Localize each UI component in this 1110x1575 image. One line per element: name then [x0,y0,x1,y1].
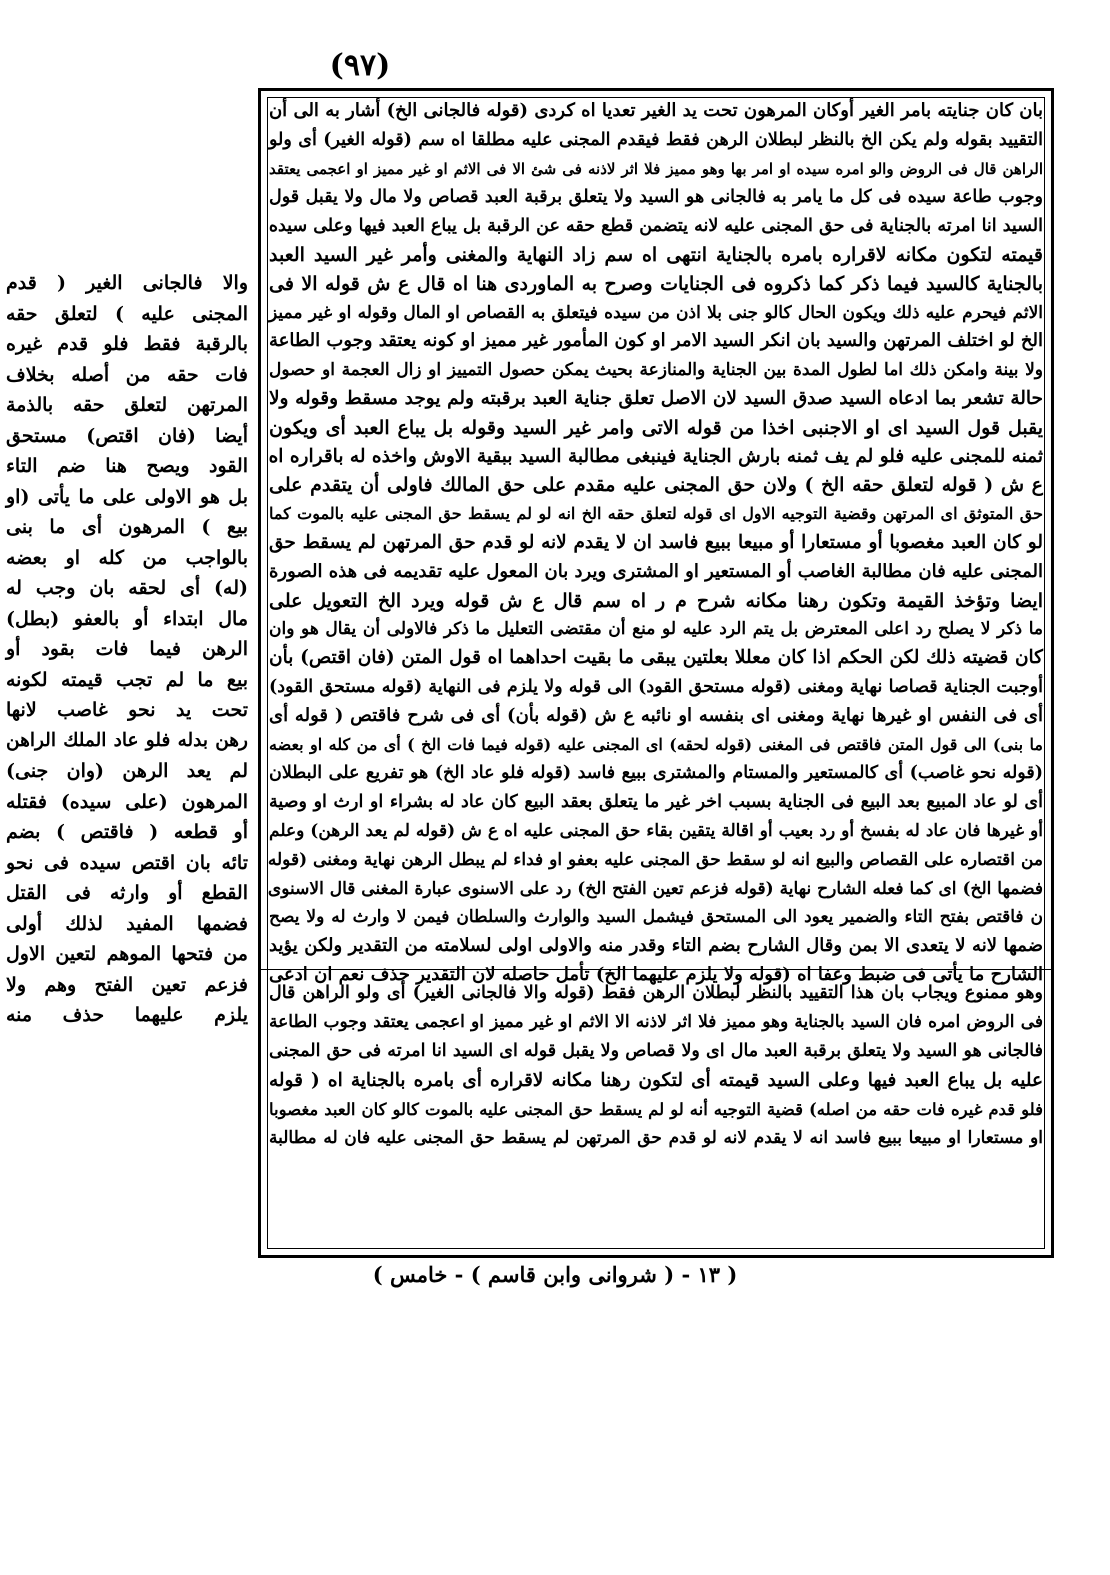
margin-text-line: فات حقه من أصله بخلاف [6,363,248,386]
margin-text-line: لم يعد الرهن (وان جنى) [6,760,248,782]
margin-text-line: المرهون (على سيده) فقتله [6,790,248,813]
main-text-line: ما بنى) الى قول المتن فاقتص فى المغنى (قوله لحقه) اى المجنى عليه (قوله فيما فات الخ ) أى من كله او بعضه [269,734,1043,754]
margin-text-line: مال ابتداء أو بالعفو (بطل) [6,607,248,630]
margin-text-line: بل هو الاولى على ما يأتى (او [6,485,248,508]
margin-text-line: فزعم تعين الفتح وهم ولا [6,973,248,996]
main-text-line: الخ لو اختلف المرتهن والسيد بان انكر السيد الامر او كون المأمور غير مميز او كونه يعتقد وجوب الطاعة [269,330,1043,352]
lower-text-line: فالجانى هو السيد ولا يتعلق برقبة العبد مال اى ولا قصاص ولا يقبل قوله اى السيد انا امرته فى حق المجنى [269,1041,1043,1061]
main-text-line: فضمها الخ) اى كما فعله الشارح نهاية (قوله فزعم تعين الفتح الخ) رد على الاسنوى عبارة المغنى قال الاسنوى [267,878,1043,899]
main-text-line: أو غيرها فان عاد له بفسخ أو رد بعيب أو اقالة يتقين بقاء حق المجنى عليه اه ع ش (قوله لم يعد الرهن) وعلم [269,820,1043,841]
main-text-line: المجنى عليه فان مطالبة الغاصب أو المستعير او المشترى ويرد بان المعول عليه تقديمه فى هذه الصورة [269,560,1043,582]
main-commentary [267,97,1044,985]
main-text-line: ايضا وتؤخذ القيمة وتكون رهنا مكانه شرح م ر اه سم قال ع ش قوله ويرد الخ التعويل على [269,589,1043,612]
main-text-line: التقييد بقوله ولم يكن الخ بالنظر لبطلان الرهن فقط فيقدم المجنى عليه مطلقا اه سم (قوله الغير) أى ولو [269,129,1043,150]
main-text-line: ضمها لانه لا يتعدى الا بمن وقال الشارح بضم التاء وقدر منه والاولى اولى لسلامته من التقدير ولكن يؤيد [269,935,1043,957]
margin-text-line: والا فالجانى الغير ( قدم [6,272,248,294]
main-text-line: قيمته لتكون مكانه لاقراره بامره بالجناية انتهى اه سم زاد النهاية والمغنى وأمر غير السيد العبد [269,243,1043,266]
main-text-line: الاثم فيحرم عليه ذلك ويكون الحال كالو جنى بلا اذن من سيده فيتعلق به القصاص او المال وقوله او غير مميز [269,302,1043,323]
margin-column [6,268,248,1026]
main-text-line: أى فى النفس او غيرها نهاية ومغنى اى بنفسه او نائبه ع ش (قوله بأن) أى فى شرح فاقتص ( قوله أى [269,704,1043,726]
main-text-line: ولا بينة وامكن ذلك اما لطول المدة بين الجناية والمنازعة بحيث يمكن حصول التمييز او زال العجمة او حصول [269,360,1043,381]
main-frame [258,88,1054,1258]
main-text-line: من اقتصاره على القصاص والبيع انه لو سقط حق المجنى عليه بعفو او فداء لم يبطل الرهن نهاية ومغنى (قوله [267,849,1043,870]
margin-text-line: تحت يد نحو غاصب لانها [6,699,248,721]
margin-text-line: بالواجب من كله او بعضه [6,546,248,569]
page-number: (٩٧) [329,48,391,83]
main-text-line: يقبل قول السيد اى او الاجنبى اخذا من قوله الاتى وامر غير السيد وقوله بل يباع العبد أى ويكون [269,416,1043,439]
margin-text-line: تائه بان اقتص سيده فى نحو [6,851,248,874]
main-text-line: بان كان جنايته بامر الغير أوكان المرهون تحت يد الغير تعديا اه كردى (قوله فالجانى الخ) أشار به الى أن [268,100,1043,121]
margin-text-line: (له) أى لحقه بان وجب له [6,577,248,599]
lower-text-line: او مستعارا او مبيعا ببيع فاسد انه لا يقدم لانه لو قدم حق المرتهن لم يسقط حق المجنى عليه فان له مطالبة [269,1128,1043,1148]
main-text-line: حالة تشعر بما ادعاه السيد صدق السيد لان الاصل تعلق جناية العبد برقبته ولم يوجد مسقط وقوله ولا [269,387,1043,409]
main-text-line: ما ذكر لا يصلح رد اعلى المعترض بل يتم الرد عليه لو منع أن مقتضى التعليل ما ذكر فالاولى أن يقال هو وان [269,619,1043,640]
margin-text-line: المرتهن لتعلق حقه بالذمة [6,394,248,416]
lower-commentary [269,979,1043,1239]
main-text-line: الراهن قال فى الروض والو امره سيده او امر بها وهو مميز فلا اثر لاذنه فى شئ الا فى الاثم او غير مميز او اعجمى يعتقد [269,159,1043,178]
margin-text-line: رهن بدله فلو عاد الملك الراهن [6,729,248,751]
main-text-line: السيد انا امرته بالجناية فى حق المجنى عليه لانه يتضمن قطع حقه عن الرقبة بل يباع العبد فيها وعلى سيده [268,216,1043,237]
lower-text-line: فى الروض امره فان السيد بالجناية وهو مميز فلا اثر لاذنه الا الاثم او غير مميز او اعجمى يعتقد وجوب الطاعة [269,1012,1043,1032]
lower-text-line: عليه بل يباع العبد فيها وعلى السيد قيمته أى لتكون رهنا مكانه لاقراره أى بامره بالجناية اه ( قوله [269,1070,1043,1091]
main-text-line: أوجبت الجناية قصاصا نهاية ومغنى (قوله مستحق القود) الى قوله ولا يلزم فى النهاية (قوله مستحق القود) [269,676,1043,697]
signature-footer: ( ١٣ - ( شروانى وابن قاسم ) - خامس ) [372,1262,738,1287]
section-divider [261,969,1051,970]
lower-text-line: فلو قدم غيره فات حقه من اصله) قضية التوجيه أنه لو لم يسقط حق المجنى عليه بالموت كالو كان العبد مغصوبا [269,1100,1043,1119]
main-text-line: (قوله نحو غاصب) أى كالمستعير والمستام والمشترى ببيع فاسد (قوله فلو عاد الخ) هو تفريع على البطلان [269,763,1043,784]
main-text-line: ع ش ( قوله لتعلق حقه الخ ) ولان حق المجنى عليه مقدم على حق المالك فاولى أن يتقدم على [269,474,1043,497]
main-text-line: لو كان العبد مغصوبا أو مستعارا أو مبيعا ببيع فاسد ان لا يقدم لانه لو قدم حق المرتهن لم يسقط حق [269,531,1043,553]
margin-text-line: أو قطعه ( فاقتص ) بضم [6,821,248,843]
margin-text-line: القطع أو وارثه فى القتل [6,882,248,904]
margin-text-line: يلزم عليهما حذف منه [6,1004,248,1026]
main-text-line: بالجناية كالسيد فيما ذكر كما ذكروه فى الجنايات وصرح به الماوردى هنا اه قال ع ش قوله الا فى [269,272,1043,295]
main-text-line: كان قضيته ذلك لكن الحكم اذا كان معللا بعلتين يبقى ما بقيت احداهما اه قول المتن (فان اقتص) بأن [269,647,1043,669]
margin-text-line: المجنى عليه ) لتعلق حقه [6,302,248,325]
margin-text-line: فضمها المفيد لذلك أولى [6,912,248,935]
margin-text-line: أيضا (فان اقتص) مستحق [6,424,248,447]
margin-text-line: من فتحها الموهم لتعين الاول [6,943,248,965]
margin-text-line: بيع ) المرهون أى ما بنى [6,516,248,538]
main-text-line: حق المتوثق اى المرتهن وقضية التوجيه الاول اى قوله لتعلق حقه الخ انه لو لم يسقط حق المجنى عليه بالموت كما [269,504,1043,524]
margin-text-line: القود ويصح هنا ضم التاء [6,455,248,477]
main-text-line: ن فاقتص بفتح التاء والضمير يعود الى المستحق فيشمل السيد والوارث والسلطان فيمن لا وارث له ولا يصح [269,907,1043,928]
margin-text-line: الرهن فيما فات بقود أو [6,638,248,660]
main-text-line: وجوب طاعة سيده فى كل ما يامر به فالجانى هو السيد ولا يتعلق برقبة العبد قصاص ولا مال ولا يقبل قول [269,187,1043,208]
main-text-line: ثمنه للمجنى عليه فلو لم يف ثمنه بارش الجناية فينبغى مطالبة السيد ببقية الاوش واخذه له باقراره اه [268,445,1043,467]
main-text-line: أى لو عاد المبيع بعد البيع فى الجناية بسبب اخر غير ما يتعلق بعقد البيع كان عاد له بشراء او ارث او وصية [269,792,1043,813]
main-text-line: الشارح ما يأتى فى ضبط وعفا اه (قوله ولا يلزم عليهما الخ) تأمل حاصله لان التقدير حذف نعم ان ادعى [269,963,1044,985]
margin-text-line: بيع ما لم تجب قيمته لكونه [6,668,248,691]
margin-text-line: بالرقبة فقط فلو قدم غيره [6,333,248,355]
lower-text-line: وهو ممنوع ويجاب بان هذا التقييد بالنظر لبطلان الرهن فقط (قوله والا فالجانى الغير) أى ولو الراهن قال [269,983,1043,1003]
